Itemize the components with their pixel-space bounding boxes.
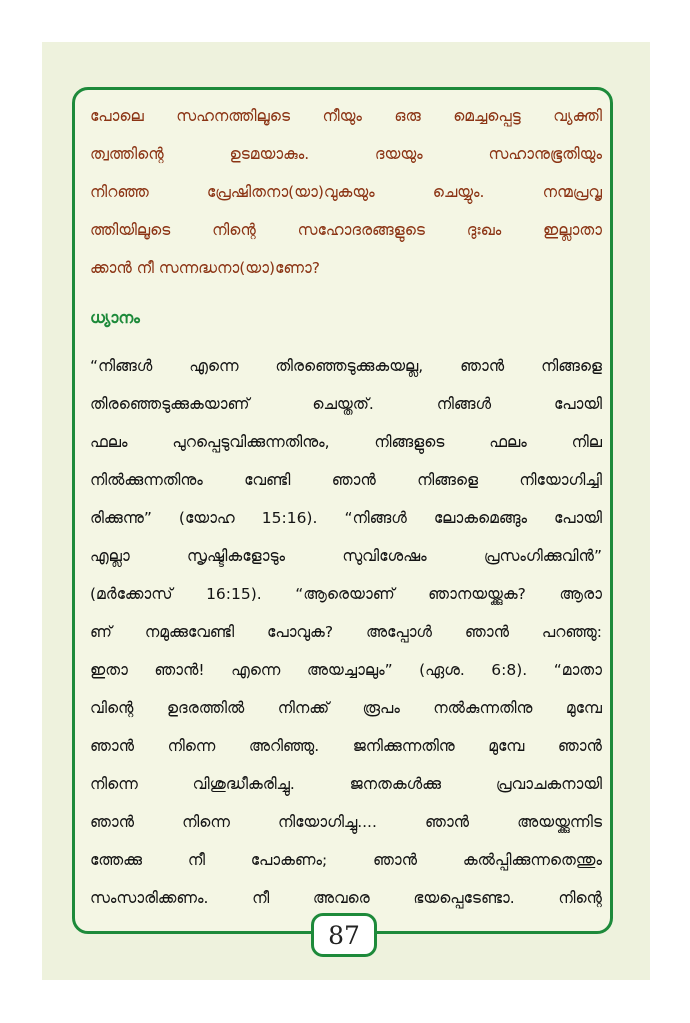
text-line: രിക്കുന്നു” (യോഹ 15:16). “നിങ്ങൾ ലോകമെങ്ങും പോയി bbox=[90, 509, 602, 527]
text-line: ഞാൻ നിന്നെ അറിഞ്ഞു. ജനിക്കുന്നതിനു മുമ്പേ ഞാൻ bbox=[90, 737, 602, 755]
text-line: ത്തിയിലൂടെ നിന്റെ സഹോദരങ്ങളുടെ ദുഃഖം ഇല്ലാതാ bbox=[90, 221, 602, 239]
text-line: സംസാരിക്കണം. നീ അവരെ ഭയപ്പെടേണ്ടാ. നിന്റെ bbox=[90, 889, 602, 907]
text-line: ത്വത്തിന്റെ ഉടമയാകും. ദയയും സഹാനുഭൂതിയും bbox=[90, 145, 602, 163]
text-line: എല്ലാ സൃഷ്ടികളോടും സുവിശേഷം പ്രസംഗിക്കുവിൻ” bbox=[90, 547, 602, 565]
text-line: (മർക്കോസ് 16:15). “ആരെയാണ് ഞാനയയ്ക്കുക? ആരാ bbox=[90, 585, 602, 603]
text-line: “നിങ്ങൾ എന്നെ തിരഞ്ഞെടുക്കുകയല്ല, ഞാൻ നിങ്ങളെ bbox=[90, 357, 602, 375]
text-line: ക്കാൻ നീ സന്നദ്ധനാ(യാ)ണോ? bbox=[90, 259, 320, 277]
text-line: ഞാൻ നിന്നെ നിയോഗിച്ചു.... ഞാൻ അയയ്ക്കുന്നിട bbox=[90, 813, 602, 831]
text-line: ഫലം പുറപ്പെടുവിക്കുന്നതിനും, നിങ്ങളുടെ ഫലം നില bbox=[90, 433, 602, 451]
text-line: നിൽക്കുന്നതിനും വേണ്ടി ഞാൻ നിങ്ങളെ നിയോഗിച്ചി bbox=[90, 471, 602, 489]
section-heading: ധ്യാനം bbox=[90, 308, 140, 327]
page-number: 87 bbox=[311, 913, 377, 957]
text-line: നിന്നെ വിശുദ്ധീകരിച്ചു. ജനതകൾക്കു പ്രവാചകനായി bbox=[90, 775, 602, 793]
text-line: പോലെ സഹനത്തിലൂടെ നീയും ഒരു മെച്ചപ്പെട്ട വ്യക്തി bbox=[90, 107, 602, 125]
text-line: ത്തേക്കു നീ പോകണം; ഞാൻ കൽപ്പിക്കുന്നതെന്തും bbox=[90, 851, 602, 869]
text-line: നിറഞ്ഞ പ്രേഷിതനാ(യാ)വുകയും ചെയ്യും. നന്മപ്രവൃ bbox=[90, 183, 602, 201]
text-line: വിന്റെ ഉദരത്തിൽ നിനക്ക് രൂപം നൽകുന്നതിനു മുമ്പേ bbox=[90, 699, 602, 717]
text-line: തിരഞ്ഞെടുക്കുകയാണ് ചെയ്തത്. നിങ്ങൾ പോയി bbox=[90, 395, 602, 413]
page-content bbox=[90, 97, 602, 917]
text-line: ണ് നമുക്കുവേണ്ടി പോവുക? അപ്പോൾ ഞാൻ പറഞ്ഞു: bbox=[90, 623, 602, 641]
text-line: ഇതാ ഞാൻ! എന്നെ അയച്ചാലും” (ഏശ. 6:8). “മാതാ bbox=[90, 661, 602, 679]
meditation-paragraph bbox=[90, 347, 602, 917]
intro-paragraph bbox=[90, 97, 602, 287]
